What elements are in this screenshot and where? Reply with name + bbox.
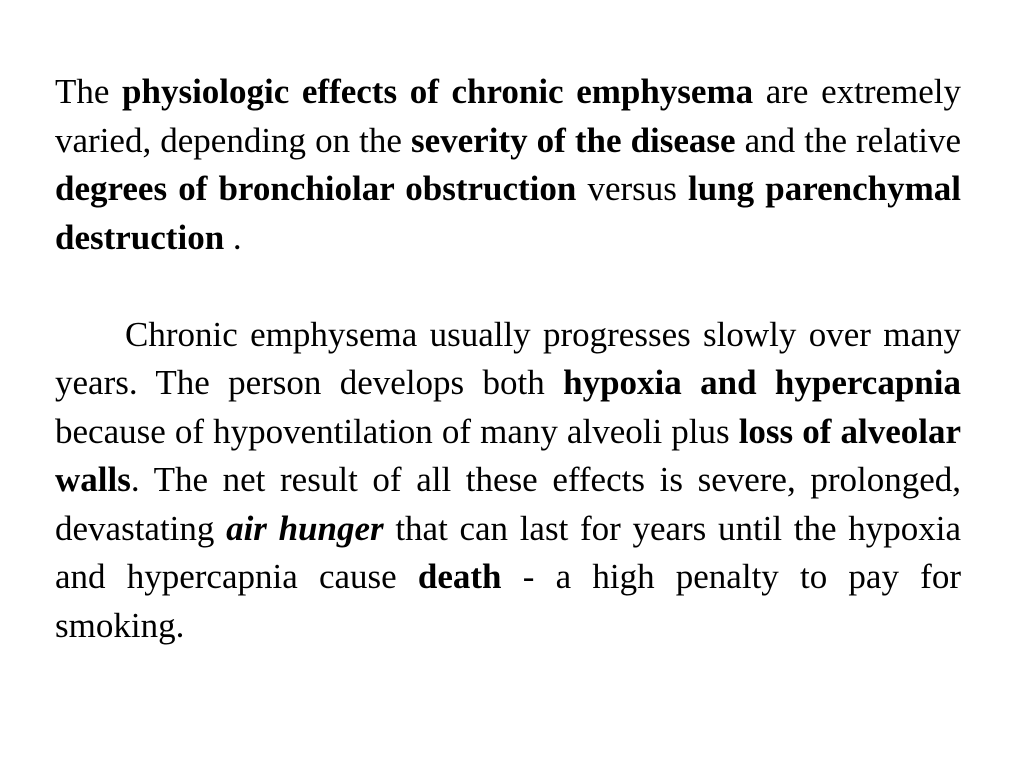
bold-term-physiologic-effects: physiologic effects of chronic emphysema [122, 72, 754, 111]
text-run: The [55, 72, 123, 111]
text-run: and the relative [735, 120, 961, 160]
text-run: . [224, 217, 242, 257]
text-run: are extremely varied, depending on the [55, 72, 961, 160]
text-run: because of hypoventilation of many alveoli plus [55, 411, 739, 451]
bold-term-bronchiolar-obstruction: degrees of bronchiolar obstruction [55, 169, 577, 208]
bold-term-severity: severity of the disease [410, 120, 736, 160]
text-run: - a high penalty to pay for smoking. [55, 557, 961, 645]
paragraph-chronic-emphysema [55, 311, 961, 651]
bold-italic-term-air-hunger: air hunger [226, 508, 384, 548]
bold-term-hypoxia-hypercapnia: hypoxia and hypercapnia [563, 363, 961, 402]
bold-term-alveolar-walls: loss of alveolar walls [55, 411, 962, 499]
text-run: Chronic emphysema usually progresses slowly over many years. The person develops both [55, 314, 961, 402]
text-run: versus [576, 169, 688, 208]
bold-term-parenchymal-destruction: lung parenchymal destruction [55, 169, 962, 257]
bold-term-death: death [417, 557, 502, 596]
text-run: . The net result of all these effects is severe, prolonged, devastating [55, 460, 961, 548]
paragraph-physiologic-effects [55, 68, 961, 262]
text-run: that can last for years until the hypoxia and hypercapnia cause [55, 508, 961, 596]
slide-text-body [55, 68, 961, 650]
